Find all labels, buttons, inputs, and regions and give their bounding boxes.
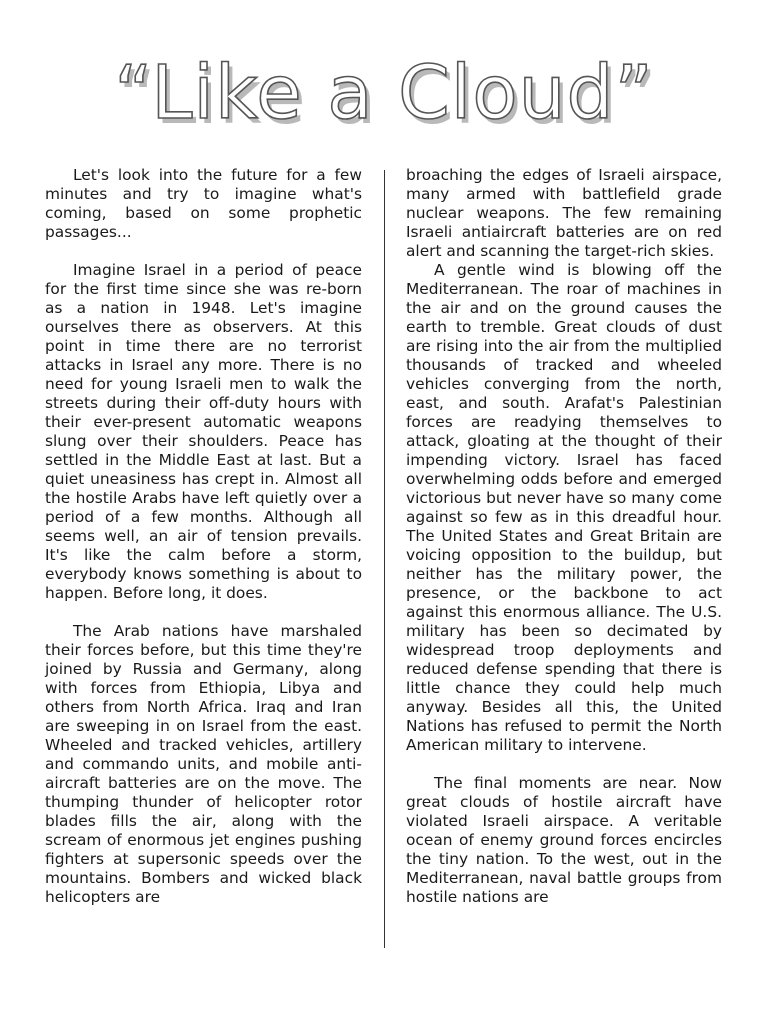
column-divider bbox=[384, 170, 385, 948]
paragraph: The Arab nations have marshaled their forces before, but this time they're joined by Russia and Germany, along with forces from Ethiopia, Libya and others from North Africa. Iraq and Iran are sweeping in on Israel from the east. Wheeled and tracked vehicles, artillery and commando units, and mobile anti-aircraft batteries are on the move. The thumping thunder of helicopter rotor blades fills the air, along with the scream of enormous jet engines pushing fighters at supersonic speeds over the mountains. Bombers and wicked black helicopters are bbox=[45, 622, 362, 906]
paragraph: broaching the edges of Israeli airspace, many armed with battlefield grade nuclear weapons. The few remaining Israeli antiaircraft batteries are on red alert and scanning the target-rich skies. bbox=[406, 166, 722, 260]
left-column bbox=[45, 166, 362, 907]
paragraph: Let's look into the future for a few minutes and try to imagine what's coming, based on some prophetic passages... bbox=[45, 166, 362, 241]
paragraph: The final moments are near. Now great clouds of hostile aircraft have violated Israeli airspace. A veritable ocean of enemy ground forces encircles the tiny nation. To the west, out in the Mediterranean, naval battle groups from hostile nations are bbox=[406, 774, 722, 906]
right-column bbox=[406, 166, 722, 907]
page-title: “Like a Cloud” bbox=[114, 50, 654, 136]
paragraph: A gentle wind is blowing off the Mediterranean. The roar of machines in the air and on the ground causes the earth to tremble. Great clouds of dust are rising into the air from the multiplied thousands of tracked and wheeled vehicles converging from the north, east, and south. Arafat's Palestinian forces are readying themselves to attack, gloating at the thought of their impending victory. Israel has faced overwhelming odds before and emerged victorious but never have so many come against so few as in this dreadful hour. The United States and Great Britain are voicing opposition to the buildup, but neither has the military power, the presence, or the backbone to act against this enormous alliance. The U.S. military has been so decimated by widespread troop deployments and reduced defense spending that there is little chance they could help much anyway. Besides all this, the United Nations has refused to permit the North American military to intervene. bbox=[406, 261, 722, 754]
paragraph: Imagine Israel in a period of peace for the first time since she was re-born as a nation in 1948. Let's imagine ourselves there as observers. At this point in time there are no terrorist attacks in Israel any more. There is no need for young Israeli men to walk the streets during their off-duty hours with their ever-present automatic weapons slung over their shoulders. Peace has settled in the Middle East at last. But a quiet uneasiness has crept in. Almost all the hostile Arabs have left quietly over a period of a few months. Although all seems well, an air of tension prevails. It's like the calm before a storm, everybody knows something is about to happen. Before long, it does. bbox=[45, 261, 362, 602]
